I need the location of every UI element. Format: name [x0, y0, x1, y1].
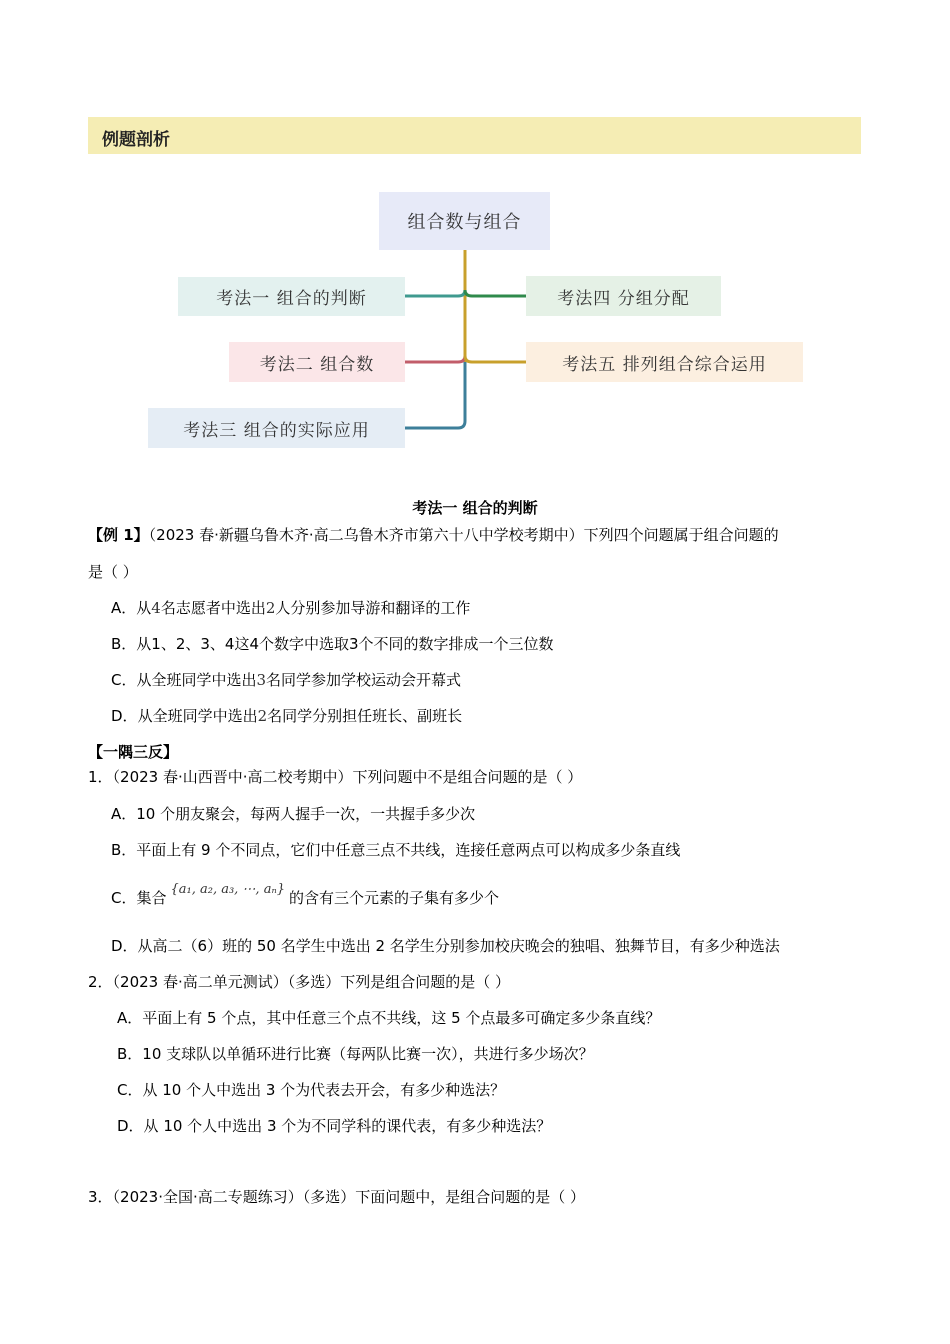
kaofa1-heading: 考法一 组合的判断 [412, 499, 538, 517]
practice-q1-option-a: A．10 个朋友聚会，每两人握手一次，一共握手多少次 [111, 805, 476, 823]
practice-q2-option-b: B．10 支球队以单循环进行比赛（每两队比赛一次），共进行多少场次？ [117, 1045, 594, 1063]
example1-stem-line1: （2023 春·新疆乌鲁木齐·高二乌鲁木齐市第六十八中学校考期中）下列四个问题属于组合问题的 [148, 526, 779, 544]
practice-q2-option-c: C．从 10 个人中选出 3 个为代表去开会，有多少种选法？ [117, 1081, 506, 1099]
example1-option-c: C．从全班同学中选出3名同学参加学校运动会开幕式 [111, 671, 462, 689]
practice-q2-option-a: A．平面上有 5 个点，其中任意三个点不共线，这 5 个点最多可确定多少条直线？ [117, 1009, 661, 1027]
practice-q1-stem: 1．（2023 春·山西晋中·高二校考期中）下列问题中不是组合问题的是（ ） [88, 768, 583, 786]
example1-tag: 【例 1】 [88, 526, 149, 544]
set-expression: {a₁, a₂, a₃, ⋯, aₙ} [170, 882, 285, 897]
practice-q2-option-d: D．从 10 个人中选出 3 个为不同学科的课代表，有多少种选法？ [117, 1117, 552, 1135]
connector-l3 [405, 362, 465, 428]
example1-stem-line2: 是（ ） [88, 563, 138, 581]
mindmap-node-kaofa2: 考法二 组合数 [229, 342, 405, 382]
section-title: 例题剖析 [102, 130, 170, 150]
mindmap-center-node: 组合数与组合 [379, 192, 550, 250]
example1-option-a: A．从4名志愿者中选出2人分别参加导游和翻译的工作 [111, 599, 471, 617]
connector-r2 [465, 356, 526, 362]
practice-q2-stem: 2．（2023 春·高二单元测试）（多选）下列是组合问题的是（ ） [88, 973, 511, 991]
connector-l2 [405, 356, 465, 362]
example1-option-d: D．从全班同学中选出2名同学分别担任班长、副班长 [111, 707, 463, 725]
connector-r1 [465, 290, 526, 296]
mindmap-node-kaofa5: 考法五 排列组合综合运用 [526, 342, 803, 382]
example1-stem [88, 525, 779, 545]
practice-q1-option-b: B．平面上有 9 个不同点，它们中任意三点不共线，连接任意两点可以构成多少条直线 [111, 841, 681, 859]
practice-q1-option-d: D．从高二（6）班的 50 名学生中选出 2 名学生分别参加校庆晚会的独唱、独舞节目，有多少种选法 [111, 937, 780, 955]
example1-option-b: B．从1、2、3、4这4个数字中选取3个不同的数字排成一个三位数 [111, 635, 554, 653]
mindmap-node-kaofa3: 考法三 组合的实际应用 [148, 408, 405, 448]
practice-q1-option-c: C．集合 {a₁, a₂, a₃, ⋯, aₙ} 的含有三个元素的子集有多少个 [111, 882, 500, 907]
mindmap-node-kaofa4: 考法四 分组分配 [526, 276, 721, 316]
practice-q3-stem: 3．（2023·全国·高二专题练习）（多选）下面问题中，是组合问题的是（ ） [88, 1188, 586, 1206]
connector-l1 [405, 290, 465, 296]
practice-tag: 【一隅三反】 [88, 743, 179, 761]
mindmap-node-kaofa1: 考法一 组合的判断 [178, 277, 405, 316]
